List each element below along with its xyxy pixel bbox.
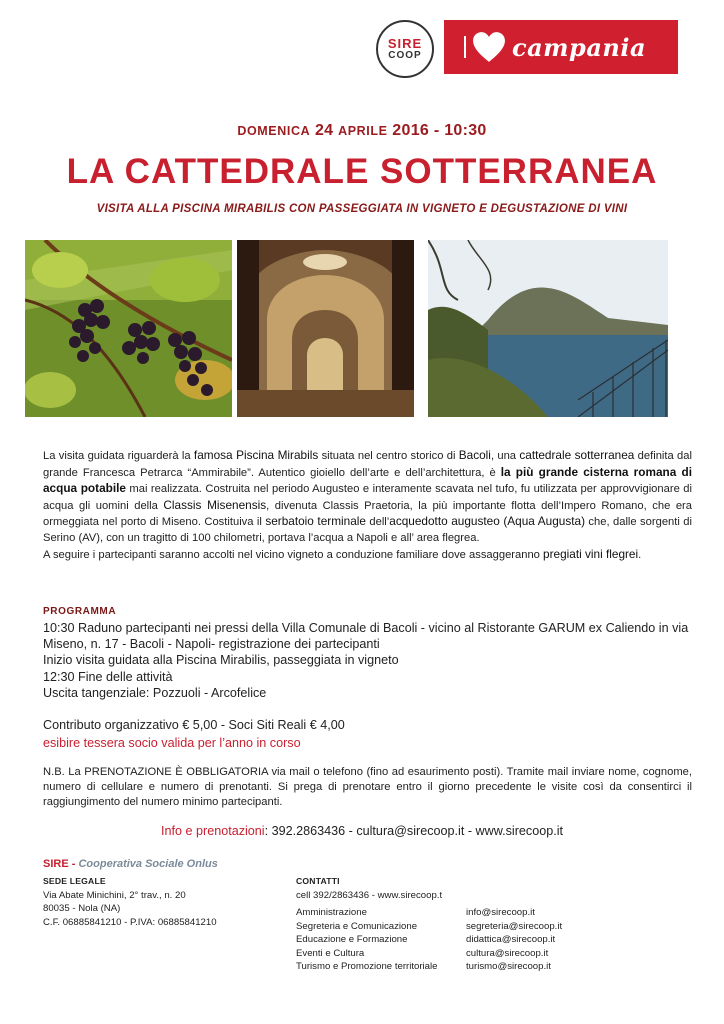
info-label: Info e prenotazioni — [160, 824, 265, 838]
contact-email[interactable]: cultura@sirecoop.it — [466, 947, 549, 959]
page-subtitle: VISITA ALLA PISCINA MIRABILIS CON PASSEGGIATA IN VIGNETO E DEGUSTAZIONE DI VINI — [96, 203, 628, 215]
program-item: Inizio visita guidata alla Piscina Mirabilis, passeggiata in vigneto — [43, 653, 399, 668]
campania-logo-text: campania — [512, 32, 647, 62]
heart-icon — [472, 30, 506, 64]
program-item: 10:30 Raduno partecipanti nei pressi della Villa Comunale di Bacoli - vicino al Ristorante GARUM ex Caliendo in via Miseno, n. 17 - Bacoli - Napoli- registrazione dei partecipanti — [43, 621, 689, 652]
info-contacts-line — [0, 824, 724, 838]
info-details: : 392.2863436 - cultura@sirecoop.it - www.sirecoop.it — [264, 824, 563, 838]
event-date: DOMENICA 24 APRILE 2016 - 10:30 — [237, 122, 487, 139]
lake-photo — [428, 240, 668, 417]
sire-coop-logo — [376, 20, 434, 78]
contact-row: Turismo e Promozione territoriale turismo@sirecoop.it — [296, 961, 551, 972]
contacts-table — [296, 906, 562, 974]
contact-row: Amministrazione info@sirecoop.it — [296, 907, 535, 918]
program-heading: PROGRAMMA — [43, 606, 117, 617]
contact-row: Eventi e Cultura cultura@sirecoop.it — [296, 947, 549, 959]
event-description — [43, 448, 692, 563]
sire-logo-text: SIRE — [387, 36, 423, 51]
contact-email[interactable]: turismo@sirecoop.it — [466, 961, 551, 972]
logo-i-bar — [464, 36, 466, 58]
contact-row: Segreteria e Comunicazione segreteria@sirecoop.it — [296, 920, 563, 932]
pricing-info — [43, 716, 345, 752]
legal-address: SEDE LEGALE Via Abate Minichini, 2° trav., n. 20 80035 - Nola (NA) C.F. 06885841210 - P.IVA: 06885841210 — [43, 876, 217, 928]
grapes-photo — [25, 240, 232, 417]
page-title: LA CATTEDRALE SOTTERRANEA — [66, 152, 658, 191]
description-paragraph-2: A seguire i partecipanti saranno accolti nel vicino vigneto a conduzione familiare dove assaggeranno pregiati vini flegrei. — [43, 546, 642, 561]
program-item: Uscita tangenziale: Pozzuoli - Arcofelice — [43, 685, 267, 700]
contact-email[interactable]: didattica@sirecoop.it — [466, 934, 556, 945]
program-item: 12:30 Fine delle attività — [43, 669, 173, 684]
contacts-header: CONTATTI cell 392/2863436 - www.sirecoop.t — [296, 876, 443, 901]
i-love-campania-logo — [444, 20, 678, 74]
coop-logo-text: COOP — [388, 50, 422, 61]
footer-organization: SIRE - Cooperativa Sociale Onlus — [43, 858, 218, 870]
contact-email[interactable]: info@sirecoop.it — [466, 907, 535, 918]
booking-note: N.B. La PRENOTAZIONE È OBBLIGATORIA via mail o telefono (fino ad esaurimento posti). Tramite mail inviare nome, cognome, numero di cellulare e numero di prenotanti. Si prega di prenotare entro il giorno precedente le visite così da consentirci il raggiungimento del numero minimo partecipanti. — [43, 766, 692, 808]
cistern-photo — [237, 240, 414, 417]
program-list — [43, 620, 692, 701]
contact-email[interactable]: segreteria@sirecoop.it — [466, 920, 563, 932]
description-paragraph-1: La visita guidata riguarderà la famosa Piscina Mirabils situata nel centro storico di Bacoli, una cattedrale sotterranea definita dal grande Francesca Petrarca “Ammirabile”. Autentico gioiello dell’arte e dell’architettura, è la più grande cisterna romana di acqua potabile mai realizzata. Costruita nel periodo Augusteo e interamente scavata nel tufo, fu utilizzata per approvvigionare di acqua gli uomini della Classis Misenensis, divenuta Classis Praetoria, la più importante flotta dell’Impero Romano, che era ormeggiata nel porto di Miseno. Costituiva il serbatoio terminale dell’acquedotto augusteo (Aqua Augusta) che, dalle sorgenti di Serino (AV), con un tragitto di 100 chilometri, portava l’acqua a Napoli e all’ area flegrea. — [43, 448, 692, 544]
membership-note: esibire tessera socio valida per l’anno in corso — [43, 736, 301, 750]
contact-row: Educazione e Formazione didattica@sirecoop.it — [296, 934, 556, 945]
contribution-text: Contributo organizzativo € 5,00 - Soci Siti Reali € 4,00 — [43, 718, 345, 732]
